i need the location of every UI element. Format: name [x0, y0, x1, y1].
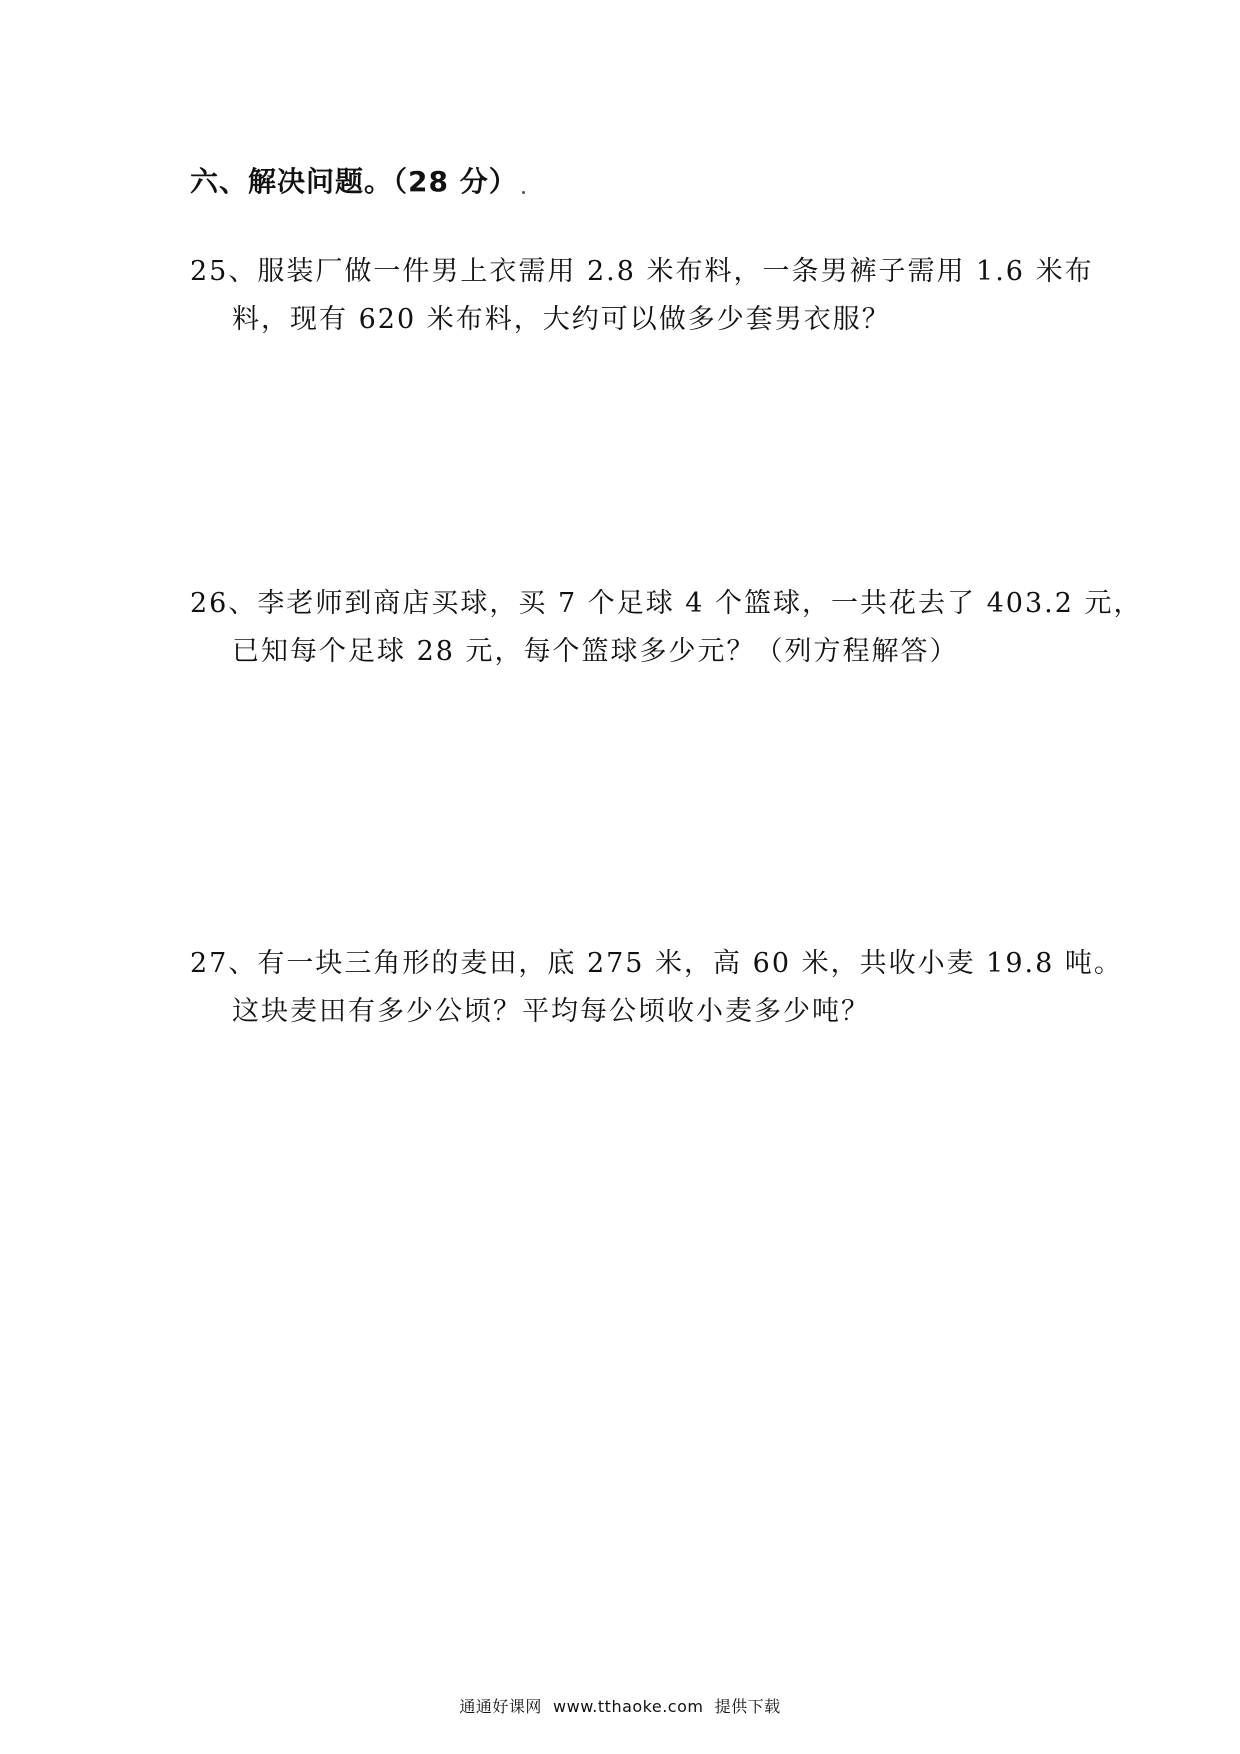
scan-speck	[522, 191, 525, 194]
question-26-line-1: 26、李老师到商店买球，买 7 个足球 4 个篮球，一共花去了 403.2 元，	[190, 588, 1143, 619]
question-25	[190, 248, 1094, 344]
question-25-line-1: 25、服装厂做一件男上衣需用 2.8 米布料，一条男裤子需用 1.6 米布	[190, 256, 1094, 287]
question-27-line-2: 这块麦田有多少公顷？平均每公顷收小麦多少吨？	[232, 996, 870, 1027]
footer-watermark: 通通好课网 www.tthaoke.com 提供下载	[459, 1697, 781, 1716]
question-26-line-2: 已知每个足球 28 元，每个篮球多少元？（列方程解答）	[232, 636, 959, 667]
question-27-line-1: 27、有一块三角形的麦田，底 275 米，高 60 米，共收小麦 19.8 吨。	[190, 948, 1123, 979]
question-27	[190, 940, 1123, 1036]
question-25-line-2: 料，现有 620 米布料，大约可以做多少套男衣服？	[232, 304, 891, 335]
section-title: 六、解决问题。（28 分）	[190, 165, 518, 198]
question-26	[190, 580, 1143, 676]
